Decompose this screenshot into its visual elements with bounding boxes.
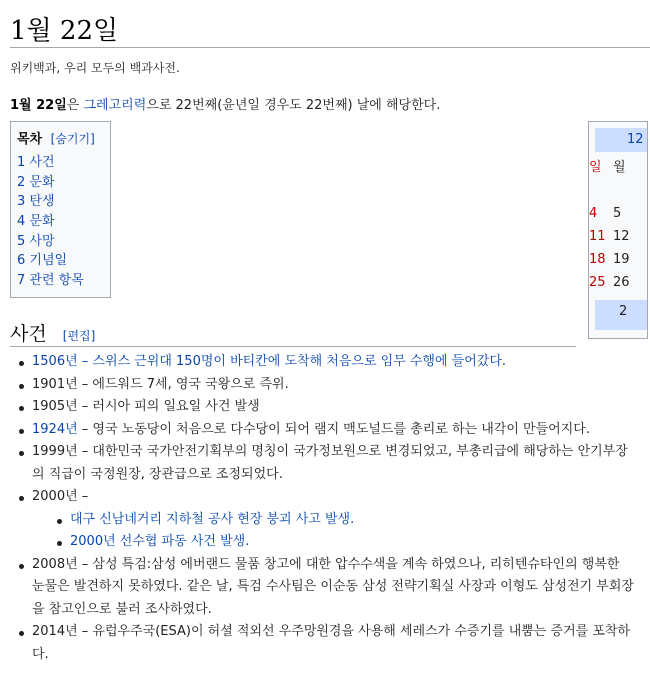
event-text: – 영국 노동당이 처음으로 다수당이 되어 램지 맥도널드를 총리로 하는 내각이 만들어지다. bbox=[77, 421, 590, 437]
lead-bold-date: 1월 22일 bbox=[10, 98, 67, 113]
lead-josa: 은 bbox=[66, 98, 84, 113]
calendar-day[interactable]: 12 bbox=[613, 229, 630, 244]
year-link[interactable]: 1506년 bbox=[32, 354, 78, 369]
event-text: – 삼성 특검:삼성 에버랜드 물품 창고에 대한 압수수색을 계속 하였으나, 리히텐슈타인의 행복한 눈물은 발견하지 못하였다. 같은 날, 특검 수사팀은 이순동 삼성 전략기획실 사장과 이형도 삼성전기 부회장을 참고인으로 불러 조사하였다. bbox=[32, 556, 634, 617]
weekday-sun: 일 bbox=[589, 160, 602, 175]
event-text: – 대한민국 국가안전기획부의 명칭이 국가정보원으로 변경되었고, 부총리급에 해당하는 안기부장의 직급이 국정원장, 장관급으로 조정되었다. bbox=[32, 444, 628, 482]
toc-header bbox=[17, 128, 104, 147]
sub-event-link[interactable]: 2000년 선수협 파동 사건 발생. bbox=[70, 534, 250, 549]
year-text: 1999년 bbox=[32, 444, 78, 459]
year-text: 2008년 bbox=[32, 556, 78, 572]
year-text: 1905년 bbox=[32, 399, 78, 414]
section-heading-events bbox=[10, 319, 95, 346]
toc-item-culture[interactable]: 2 문화 bbox=[17, 174, 55, 190]
toc-item-events[interactable]: 1 사건 bbox=[17, 155, 55, 170]
sub-event-link[interactable]: 대구 신남네거리 지하철 공사 현장 붕괴 사고 발생. bbox=[70, 511, 355, 527]
events-list bbox=[14, 351, 634, 666]
calendar-weekday-row bbox=[589, 156, 647, 179]
event-text: – bbox=[77, 489, 89, 504]
weekday-mon: 월 bbox=[613, 160, 626, 175]
calendar-day[interactable]: 5 bbox=[613, 206, 622, 221]
site-tagline: 위키백과, 우리 모두의 백과사전. bbox=[10, 61, 180, 75]
calendar-week-row bbox=[595, 300, 647, 323]
lead-paragraph bbox=[10, 94, 440, 113]
list-item bbox=[14, 419, 634, 442]
toc-item-deaths[interactable]: 5 사망 bbox=[17, 233, 55, 249]
section-divider bbox=[10, 346, 576, 347]
calendar-month-header[interactable]: 12 bbox=[595, 128, 647, 152]
calendar-day[interactable]: 26 bbox=[613, 275, 630, 290]
event-text: – 스위스 근위대 150명이 바티칸에 도착해 처음으로 임무 수행에 들어갔다. bbox=[77, 354, 507, 369]
list-item bbox=[52, 509, 634, 532]
event-text: – 유럽우주국(ESA)이 허셜 적외선 우주망원경을 사용해 세레스가 수증기를 내뿜는 증거를 포착하다. bbox=[32, 624, 631, 662]
list-item bbox=[14, 486, 634, 554]
list-item bbox=[14, 441, 634, 486]
calendar-week-row bbox=[589, 225, 647, 248]
year-text: 2000년 bbox=[32, 489, 78, 504]
calendar-week-row bbox=[589, 248, 647, 271]
calendar-week-row bbox=[589, 202, 647, 225]
toc-list bbox=[17, 153, 104, 291]
calendar-day[interactable]: 18 bbox=[589, 252, 606, 267]
lead-rest: 으로 22번째(윤년일 경우도 22번째) 날에 해당한다. bbox=[146, 98, 441, 113]
sub-events-list bbox=[32, 509, 634, 554]
list-item bbox=[14, 374, 634, 397]
toc-hide-toggle[interactable]: [숨기기] bbox=[50, 132, 95, 146]
title-divider bbox=[10, 47, 650, 48]
calendar-day[interactable]: 2 bbox=[619, 304, 628, 319]
list-item bbox=[14, 621, 634, 666]
calendar-day[interactable]: 25 bbox=[589, 275, 606, 290]
calendar-footer bbox=[595, 300, 647, 330]
toc-item-holidays[interactable]: 6 기념일 bbox=[17, 253, 68, 269]
toc-item-culture-2[interactable]: 4 문화 bbox=[17, 214, 55, 230]
list-item bbox=[52, 531, 634, 554]
year-link[interactable]: 1924년 bbox=[32, 421, 78, 437]
page-title: 1월 22일 bbox=[10, 16, 119, 46]
calendar-day[interactable]: 4 bbox=[589, 206, 598, 221]
list-item bbox=[14, 351, 634, 374]
toc-item-related[interactable]: 7 관련 항목 bbox=[17, 273, 84, 289]
section-title: 사건 bbox=[10, 323, 47, 345]
year-text: 1901년 bbox=[32, 376, 78, 392]
event-text: – 러시아 피의 일요일 사건 발생 bbox=[77, 399, 260, 414]
calendar-week-row bbox=[589, 179, 647, 202]
list-item bbox=[14, 554, 634, 622]
year-text: 2014년 bbox=[32, 624, 78, 639]
event-text: – 에드워드 7세, 영국 국왕으로 즉위. bbox=[77, 376, 289, 392]
toc-title: 목차 bbox=[17, 132, 43, 147]
calendar-box bbox=[588, 121, 648, 339]
calendar-grid bbox=[589, 156, 647, 294]
calendar-week-row bbox=[589, 271, 647, 294]
list-item bbox=[14, 396, 634, 419]
calendar-day[interactable]: 19 bbox=[613, 252, 630, 267]
calendar-day[interactable]: 11 bbox=[589, 229, 606, 244]
toc-item-births[interactable]: 3 탄생 bbox=[17, 194, 55, 210]
section-edit-link[interactable]: [편집] bbox=[62, 329, 96, 343]
table-of-contents bbox=[10, 121, 111, 298]
gregorian-calendar-link[interactable]: 그레고리력 bbox=[83, 98, 147, 113]
